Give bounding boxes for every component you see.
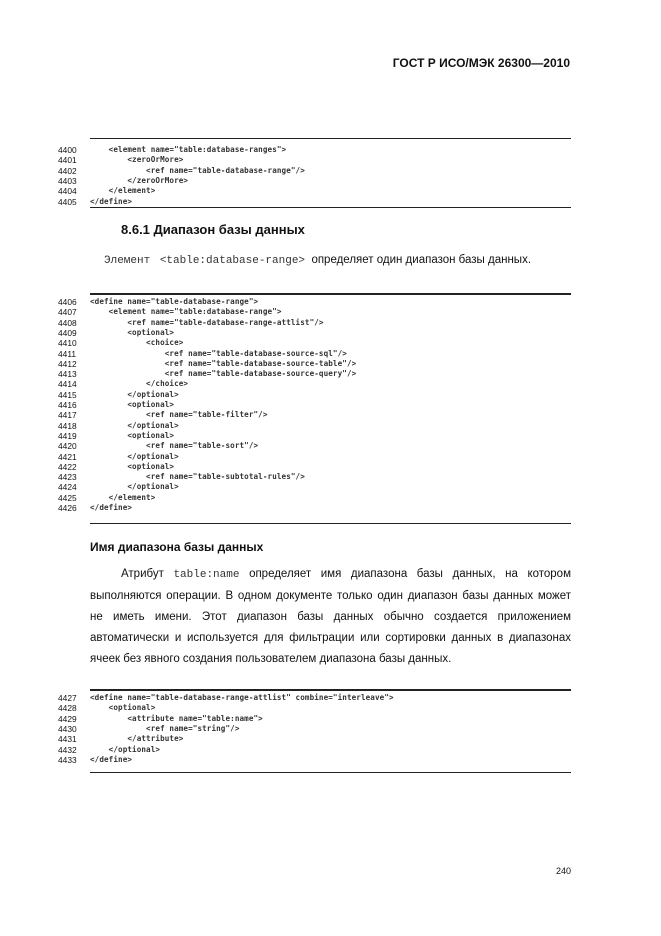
line-number: 4413 [58,369,77,380]
para-text: Атрибут [121,568,164,580]
code-line [0,482,600,492]
line-number: 4403 [58,175,77,186]
code-line [0,724,600,734]
code-line [0,755,600,765]
line-number: 4401 [58,155,77,166]
code-line [0,176,600,186]
code-text: <ref name="table-database-source-table"/> [90,358,357,368]
line-number: 4415 [58,389,77,400]
code-text: <define name="table-database-range"> [90,297,259,306]
para-text: определяет имя диапазона базы данных, на котором выполняются операции. В одном документе только один диапазон базы данных может не иметь имени. Этот диапазон базы данных обычно создается приложением автоматически и используется для фильтрации или сортировки данных в диапазонах ячеек без явного создания пользователем диапазона базы данных. [90,568,571,665]
line-number: 4424 [58,482,77,493]
code-text: <ref name="table-database-range"/> [90,165,305,175]
line-number: 4419 [58,430,77,441]
page-number: 240 [555,866,571,876]
code-line [0,421,600,431]
code-line [0,145,600,155]
paragraph [90,250,571,272]
code-line [0,318,600,328]
code-rule-bottom [90,523,571,524]
code-line [0,714,600,724]
code-rule-bottom [90,772,571,773]
code-text: <ref name="table-database-range-attlist"/> [90,317,324,327]
code-text: <element name="table:database-range"> [90,307,282,317]
line-number: 4407 [58,307,77,318]
code-line [0,379,600,389]
code-line [0,441,600,451]
code-line [0,462,600,472]
line-number: 4427 [58,693,77,703]
line-number: 4409 [58,327,77,338]
code-text: <ref name="table-filter"/> [90,410,268,420]
code-line [0,186,600,196]
line-number: 4430 [58,723,77,734]
line-number: 4412 [58,358,77,369]
code-text: </optional> [90,420,179,430]
code-text: <optional> [90,400,175,409]
line-number: 4414 [58,379,77,390]
code-rule-top [90,293,571,295]
code-text: <ref name="table-subtotal-rules"/> [90,472,305,482]
subsection-heading: Имя диапазона базы данных [90,540,264,554]
code-text: </choice> [90,379,189,389]
line-number: 4433 [58,754,77,765]
code-text: </attribute> [90,734,184,744]
code-text: <attribute name="table:name"> [90,713,263,723]
code-text: <element name="table:database-ranges"> [90,145,287,154]
code-rule-top [90,138,571,139]
line-number: 4429 [58,713,77,724]
code-text: <ref name="table-database-source-query"/> [90,369,357,379]
code-line [0,328,600,338]
code-text: </define> [90,503,133,512]
code-line [0,703,600,713]
line-number: 4423 [58,472,77,483]
line-number: 4431 [58,734,77,745]
section-heading: 8.6.1 Диапазон базы данных [121,222,305,237]
code-line [0,734,600,744]
line-number: 4404 [58,186,77,197]
code-line [0,349,600,359]
line-number: 4411 [58,348,77,359]
code-line [0,338,600,348]
code-line [0,493,600,503]
code-text: <optional> [90,327,175,337]
code-line [0,452,600,462]
code-text: </define> [90,196,133,206]
code-text: </element> [90,492,156,502]
code-line [0,400,600,410]
para-text: Элемент [104,255,151,267]
line-number: 4410 [58,338,77,349]
code-text: </define> [90,754,133,764]
line-number: 4417 [58,410,77,421]
line-number: 4408 [58,317,77,328]
line-number: 4400 [58,145,77,155]
inline-code: table:name [173,569,240,581]
code-line [0,410,600,420]
line-number: 4418 [58,420,77,431]
line-number: 4405 [58,196,77,207]
line-number: 4420 [58,441,77,452]
code-line [0,503,600,513]
code-text: <define name="table-database-range-attlist" combine="interleave"> [90,693,394,702]
code-line [0,359,600,369]
code-text: </optional> [90,389,179,399]
code-line [0,745,600,755]
code-rule-top [90,689,571,691]
line-number: 4428 [58,703,77,714]
line-number: 4416 [58,400,77,410]
code-rule-bottom [90,207,571,208]
code-line [0,297,600,307]
line-number: 4402 [58,165,77,176]
code-text: <ref name="string"/> [90,723,240,733]
line-number: 4432 [58,744,77,755]
code-text: </optional> [90,744,161,754]
code-line [0,472,600,482]
line-number: 4406 [58,297,77,307]
code-line [0,307,600,317]
code-text: <zeroOrMore> [90,155,184,165]
line-number: 4425 [58,492,77,503]
code-text: </element> [90,186,156,196]
code-text: </zeroOrMore> [90,175,189,185]
para-text: определяет один диапазон базы данных. [311,254,532,266]
line-number: 4421 [58,451,77,462]
code-line [0,693,600,703]
code-line [0,431,600,441]
code-text: <optional> [90,430,175,440]
inline-code: <table:database-range> [159,255,306,267]
code-line [0,369,600,379]
line-number: 4422 [58,461,77,472]
code-text: <ref name="table-database-source-sql"/> [90,348,347,358]
page-header: ГОСТ Р ИСО/МЭК 26300—2010 [392,56,570,70]
code-line [0,390,600,400]
code-line [0,197,600,207]
code-text: <optional> [90,703,156,713]
code-text: </optional> [90,482,179,492]
code-line [0,155,600,165]
code-text: <ref name="table-sort"/> [90,441,259,451]
code-line [0,166,600,176]
code-text: <choice> [90,338,184,348]
code-text: <optional> [90,461,175,471]
code-text: </optional> [90,451,179,461]
line-number: 4426 [58,503,77,513]
paragraph [90,564,571,670]
